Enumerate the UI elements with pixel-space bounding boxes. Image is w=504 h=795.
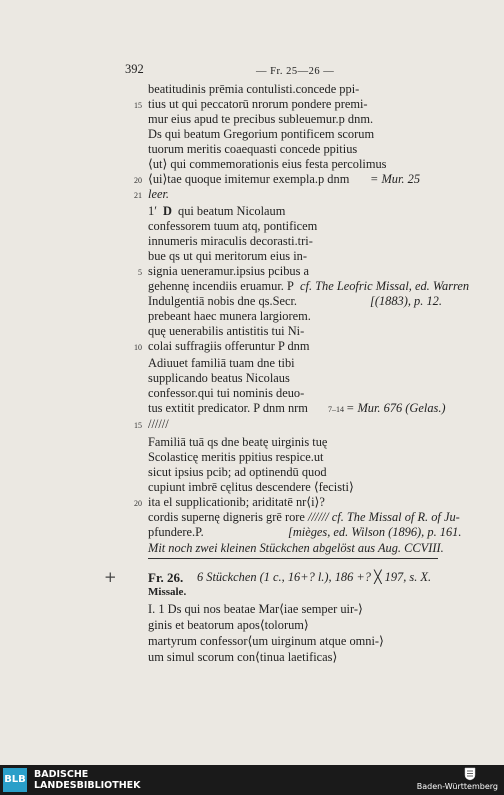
text-line: quę uenerabilis antistitis tui Ni-: [148, 324, 305, 338]
text-line: tus extitit predicator. P dnm nrm: [148, 401, 308, 415]
coat-of-arms-icon: [464, 767, 476, 781]
text-line: confessor.qui tui nominis deuo-: [148, 386, 305, 400]
editorial-note: Mit noch zwei kleinen Stückchen abgelöst aus Aug. CCVIII.: [148, 541, 444, 555]
text-line: prebeant haec munera largiorem.: [148, 309, 311, 323]
text-line: Scolasticę meritis ppitius respice.ut: [148, 450, 324, 464]
text-line: ginis et beatorum apos⟨tolorum⟩: [148, 618, 309, 632]
text-line: cupiunt imbrē cęlitus descendere ⟨fecisti⟩: [148, 480, 354, 494]
text-line: sicut ipsius pcib; ad optinendū quod: [148, 465, 327, 479]
library-name-line1: BADISCHE: [34, 769, 89, 780]
text-line: qui beatum Nicolaum: [178, 204, 286, 218]
text-line: Ds qui beatum Gregorium pontificem scorum: [148, 127, 375, 141]
text-line: cordis supernę digneris grē rore: [148, 510, 305, 524]
fragment-subtitle: Missale.: [148, 586, 187, 598]
text-line: supplicando beatus Nicolaus: [148, 371, 290, 385]
reference: cf. The Leofric Missal, ed. Warren: [300, 279, 470, 293]
text-line: tius ut qui peccatorū nrorum pondere premi-: [148, 97, 368, 111]
library-name: [34, 769, 141, 791]
text-line: beatitudinis prēmia contulisti.concede ppi-: [148, 82, 360, 96]
state-label: Baden-Württemberg: [416, 782, 498, 791]
text-line: ita el supplicationib; ariditatē nr⟨i⟩?: [148, 495, 325, 509]
text-line: confessorem tuum atq, pontificem: [148, 219, 318, 233]
line-number: 20: [134, 176, 142, 185]
line-range: 7–14: [328, 405, 344, 414]
initial-d: D: [163, 204, 172, 218]
section-marker: 1′: [148, 204, 157, 218]
text-line: tuorum meritis coaequasti concede ppitius: [148, 142, 358, 156]
text-line: Familiā tuā qs dne beatę uirginis tuę: [148, 435, 328, 449]
blb-logo[interactable]: BLB: [3, 768, 27, 792]
library-name-line2: LANDESBIBLIOTHEK: [34, 780, 141, 791]
text-line: ⟨ut⟩ qui commemorationis eius festa percolimus: [148, 157, 387, 171]
text-line: mur eius apud te precibus subleuemur.p dnm.: [148, 112, 374, 126]
line-number: 21: [134, 191, 142, 200]
text-line: pfundere.P.: [148, 525, 204, 539]
reference: ////// cf. The Missal of R. of Ju-: [308, 510, 460, 524]
text-line: innumeris miraculis decorasti.tri-: [148, 234, 313, 248]
text-line: gehennę incendiis eruamur. P: [148, 279, 294, 293]
page-number: 392: [125, 62, 144, 76]
text-line: Indulgentiā nobis dne qs.Secr.: [148, 294, 298, 308]
text-line: Adiuuet familiā tuam dne tibi: [148, 356, 295, 370]
reference: = Mur. 25: [370, 172, 421, 186]
text-line: ⟨ui⟩tae quoque imitemur exempla.p dnm: [148, 172, 350, 186]
fragment-heading: Fr. 26.: [148, 570, 184, 585]
separator-rule: [148, 558, 438, 559]
reference: [(1883), p. 12.: [370, 294, 442, 308]
running-title: — Fr. 25—26 —: [256, 66, 335, 77]
text-line: //////: [148, 417, 169, 431]
text-line: martyrum confessor⟨um uirginum atque omni-⟩: [148, 634, 384, 648]
fragment-description: 6 Stückchen (1 c., 16+? l.), 186 +? ╳ 197, s. X.: [197, 570, 432, 584]
line-number: 15: [134, 421, 142, 430]
text-line: signia ueneramur.ipsius pcibus a: [148, 264, 310, 278]
text-line: colai suffragiis offeruntur P dnm: [148, 339, 310, 353]
line-number: 15: [134, 101, 142, 110]
line-number: 10: [134, 343, 142, 352]
footer-bar: [0, 765, 504, 795]
reference: = Mur. 676 (Gelas.): [346, 401, 446, 415]
plus-marker: +: [104, 568, 117, 586]
line-number: 20: [134, 499, 142, 508]
text-line: um simul scorum con⟨tinua laetificas⟩: [148, 650, 338, 664]
reference: [mièges, ed. Wilson (1896), p. 161.: [288, 525, 462, 539]
line-number: 5: [138, 268, 142, 277]
text-line: bue qs ut qui meritorum eius in-: [148, 249, 307, 263]
text-line: I. 1 Ds qui nos beatae Mar⟨iae semper uir-⟩: [148, 602, 363, 616]
empty-note: leer.: [148, 187, 169, 201]
